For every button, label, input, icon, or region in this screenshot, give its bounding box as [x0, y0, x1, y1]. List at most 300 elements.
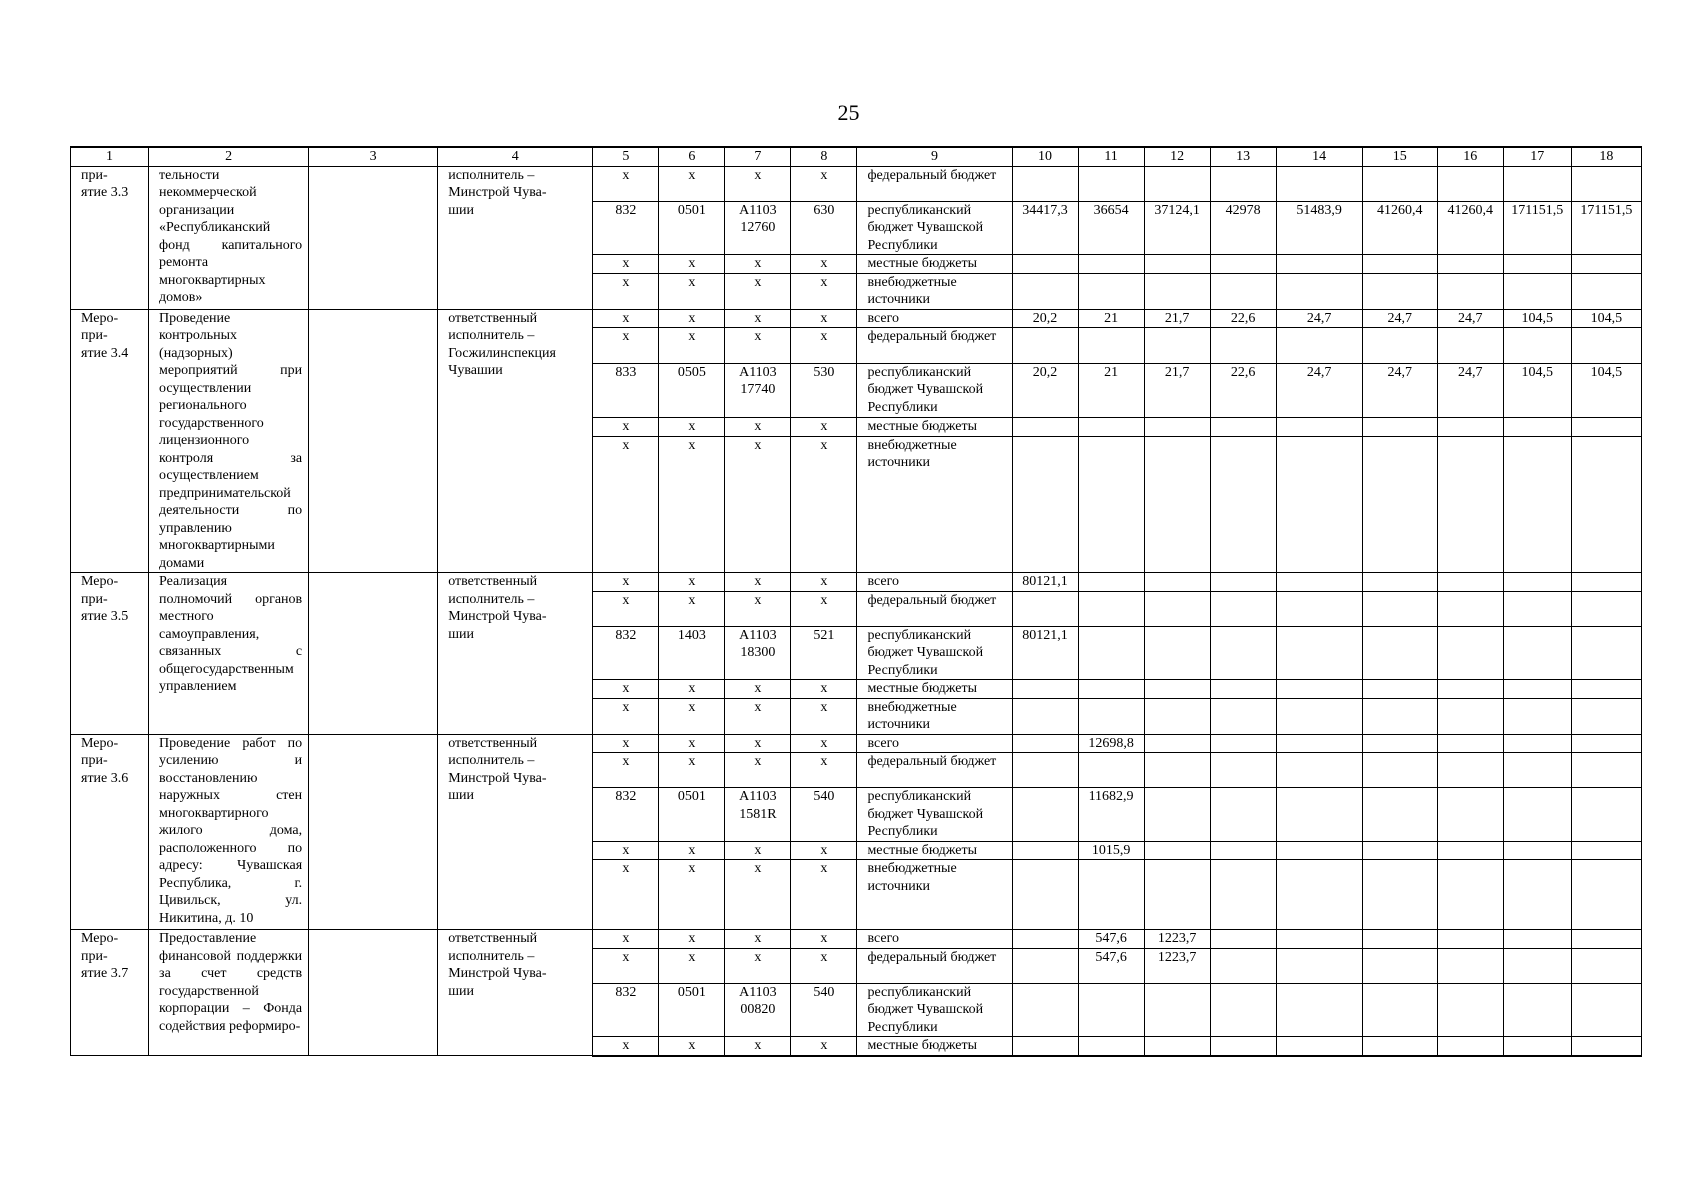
- column-header: 14: [1276, 147, 1362, 166]
- empty-column-3: [309, 734, 438, 930]
- value-cell: [1437, 841, 1503, 860]
- code-column-7: x: [725, 753, 791, 788]
- value-cell: [1571, 983, 1641, 1037]
- value-cell: [1503, 626, 1571, 680]
- code-column-8: x: [791, 436, 857, 572]
- value-cell: [1503, 1037, 1571, 1056]
- value-cell: [1571, 680, 1641, 699]
- code-column-7: x: [725, 841, 791, 860]
- value-cell: [1571, 255, 1641, 274]
- code-column-5: 832: [593, 788, 659, 842]
- code-column-8: x: [791, 698, 857, 734]
- value-cell: 41260,4: [1437, 201, 1503, 255]
- column-header: 15: [1362, 147, 1437, 166]
- funding-source: местные бюджеты: [857, 680, 1012, 699]
- value-cell: [1276, 680, 1362, 699]
- value-cell: 51483,9: [1276, 201, 1362, 255]
- table-row: [71, 309, 1642, 328]
- value-cell: 24,7: [1437, 309, 1503, 328]
- responsible-executor: ответственный исполнитель – Минстрой Чува- шии: [438, 734, 593, 930]
- code-column-7: x: [725, 930, 791, 949]
- value-cell: 1223,7: [1144, 948, 1210, 983]
- value-cell: [1012, 698, 1078, 734]
- value-cell: [1210, 166, 1276, 201]
- value-cell: [1503, 573, 1571, 592]
- code-column-7: x: [725, 948, 791, 983]
- code-column-7: x: [725, 860, 791, 930]
- code-column-6: x: [659, 166, 725, 201]
- code-column-7: А1103 18300: [725, 626, 791, 680]
- activity-number: Меро- при- ятие 3.5: [71, 573, 149, 735]
- responsible-executor: исполнитель – Минстрой Чува- шии: [438, 166, 593, 309]
- page-number: 25: [837, 100, 860, 125]
- value-cell: 24,7: [1276, 363, 1362, 417]
- code-column-5: x: [593, 948, 659, 983]
- value-cell: [1571, 930, 1641, 949]
- value-cell: [1210, 788, 1276, 842]
- value-cell: [1144, 273, 1210, 309]
- value-cell: [1012, 418, 1078, 437]
- empty-column-3: [309, 930, 438, 1056]
- value-cell: 1223,7: [1144, 930, 1210, 949]
- funding-source: республиканский бюджет Чувашской Республики: [857, 363, 1012, 417]
- value-cell: 11682,9: [1078, 788, 1144, 842]
- header-row: [71, 147, 1642, 166]
- value-cell: [1144, 841, 1210, 860]
- value-cell: [1144, 418, 1210, 437]
- responsible-executor: ответственный исполнитель – Минстрой Чува- шии: [438, 573, 593, 735]
- value-cell: [1503, 860, 1571, 930]
- code-column-8: x: [791, 573, 857, 592]
- code-column-7: x: [725, 418, 791, 437]
- column-header: 1: [71, 147, 149, 166]
- funding-source: республиканский бюджет Чувашской Республики: [857, 201, 1012, 255]
- value-cell: [1437, 753, 1503, 788]
- value-cell: [1276, 841, 1362, 860]
- value-cell: [1503, 841, 1571, 860]
- value-cell: [1362, 328, 1437, 364]
- code-column-7: x: [725, 591, 791, 626]
- value-cell: 104,5: [1503, 363, 1571, 417]
- code-column-8: x: [791, 166, 857, 201]
- code-column-7: А1103 12760: [725, 201, 791, 255]
- value-cell: [1012, 930, 1078, 949]
- value-cell: [1503, 436, 1571, 572]
- empty-column-3: [309, 309, 438, 573]
- value-cell: [1144, 753, 1210, 788]
- value-cell: [1503, 930, 1571, 949]
- code-column-6: 1403: [659, 626, 725, 680]
- funding-source: всего: [857, 573, 1012, 592]
- value-cell: [1210, 930, 1276, 949]
- value-cell: [1078, 436, 1144, 572]
- code-column-5: x: [593, 680, 659, 699]
- value-cell: [1210, 698, 1276, 734]
- value-cell: 20,2: [1012, 363, 1078, 417]
- value-cell: [1503, 983, 1571, 1037]
- code-column-5: x: [593, 255, 659, 274]
- value-cell: [1437, 948, 1503, 983]
- funding-source: федеральный бюджет: [857, 753, 1012, 788]
- value-cell: 24,7: [1276, 309, 1362, 328]
- value-cell: 21,7: [1144, 309, 1210, 328]
- value-cell: [1437, 273, 1503, 309]
- empty-column-3: [309, 166, 438, 309]
- funding-source: республиканский бюджет Чувашской Республики: [857, 983, 1012, 1037]
- value-cell: [1078, 418, 1144, 437]
- code-column-7: x: [725, 166, 791, 201]
- value-cell: [1362, 418, 1437, 437]
- activity-number: Меро- при- ятие 3.4: [71, 309, 149, 573]
- value-cell: [1144, 860, 1210, 930]
- funding-source: федеральный бюджет: [857, 328, 1012, 364]
- value-cell: [1276, 930, 1362, 949]
- value-cell: [1437, 1037, 1503, 1056]
- value-cell: [1503, 166, 1571, 201]
- code-column-7: x: [725, 680, 791, 699]
- value-cell: [1210, 591, 1276, 626]
- column-header: 16: [1437, 147, 1503, 166]
- funding-source: федеральный бюджет: [857, 166, 1012, 201]
- value-cell: [1503, 753, 1571, 788]
- code-column-5: x: [593, 166, 659, 201]
- code-column-5: x: [593, 418, 659, 437]
- value-cell: [1437, 983, 1503, 1037]
- funding-source: республиканский бюджет Чувашской Республики: [857, 626, 1012, 680]
- value-cell: [1276, 273, 1362, 309]
- value-cell: 21: [1078, 309, 1144, 328]
- value-cell: [1276, 626, 1362, 680]
- value-cell: 547,6: [1078, 930, 1144, 949]
- value-cell: [1144, 734, 1210, 753]
- value-cell: 37124,1: [1144, 201, 1210, 255]
- value-cell: [1362, 860, 1437, 930]
- column-header: 6: [659, 147, 725, 166]
- value-cell: [1503, 418, 1571, 437]
- activity-name: Проведение работ по усилению и восстановлению наружных стен многоквартирного жилого дома, расположенного по адресу: Чувашская Республика, г. Цивильск, ул. Никитина, д. 10: [149, 734, 309, 930]
- code-column-8: x: [791, 1037, 857, 1056]
- code-column-8: x: [791, 680, 857, 699]
- value-cell: [1437, 788, 1503, 842]
- code-column-5: 833: [593, 363, 659, 417]
- value-cell: [1362, 734, 1437, 753]
- code-column-7: А1103 1581R: [725, 788, 791, 842]
- value-cell: [1437, 328, 1503, 364]
- value-cell: [1078, 626, 1144, 680]
- value-cell: 20,2: [1012, 309, 1078, 328]
- code-column-6: x: [659, 753, 725, 788]
- value-cell: [1210, 418, 1276, 437]
- code-column-7: x: [725, 573, 791, 592]
- value-cell: [1503, 328, 1571, 364]
- value-cell: [1437, 418, 1503, 437]
- column-header: 8: [791, 147, 857, 166]
- value-cell: [1210, 328, 1276, 364]
- value-cell: [1210, 860, 1276, 930]
- activity-name: Предоставление финансовой поддержки за счет средств государственной корпорации – Фонда содействия реформиро-: [149, 930, 309, 1056]
- value-cell: 80121,1: [1012, 573, 1078, 592]
- value-cell: [1210, 753, 1276, 788]
- value-cell: [1012, 788, 1078, 842]
- value-cell: [1437, 626, 1503, 680]
- value-cell: 80121,1: [1012, 626, 1078, 680]
- activity-number: Меро- при- ятие 3.6: [71, 734, 149, 930]
- value-cell: [1210, 436, 1276, 572]
- value-cell: [1362, 166, 1437, 201]
- column-header: 18: [1571, 147, 1641, 166]
- value-cell: [1276, 436, 1362, 572]
- code-column-5: x: [593, 273, 659, 309]
- value-cell: [1012, 591, 1078, 626]
- value-cell: [1437, 255, 1503, 274]
- column-header: 5: [593, 147, 659, 166]
- code-column-8: x: [791, 273, 857, 309]
- table-row: [71, 573, 1642, 592]
- value-cell: [1362, 1037, 1437, 1056]
- value-cell: [1210, 626, 1276, 680]
- column-header: 4: [438, 147, 593, 166]
- value-cell: [1012, 841, 1078, 860]
- code-column-8: x: [791, 734, 857, 753]
- value-cell: [1571, 948, 1641, 983]
- value-cell: [1144, 328, 1210, 364]
- code-column-5: x: [593, 860, 659, 930]
- code-column-6: x: [659, 273, 725, 309]
- value-cell: [1571, 328, 1641, 364]
- value-cell: [1437, 734, 1503, 753]
- code-column-5: x: [593, 309, 659, 328]
- code-column-8: x: [791, 860, 857, 930]
- code-column-8: 540: [791, 788, 857, 842]
- value-cell: 34417,3: [1012, 201, 1078, 255]
- value-cell: [1362, 255, 1437, 274]
- value-cell: [1210, 573, 1276, 592]
- value-cell: 1015,9: [1078, 841, 1144, 860]
- empty-column-3: [309, 573, 438, 735]
- code-column-5: x: [593, 841, 659, 860]
- value-cell: [1276, 255, 1362, 274]
- value-cell: [1276, 788, 1362, 842]
- code-column-8: x: [791, 418, 857, 437]
- code-column-7: x: [725, 255, 791, 274]
- column-header: 2: [149, 147, 309, 166]
- code-column-8: 540: [791, 983, 857, 1037]
- value-cell: [1144, 1037, 1210, 1056]
- activity-name: Реализация полномочий органов местного самоуправления, связанных с общегосударственным управлением: [149, 573, 309, 735]
- value-cell: [1276, 1037, 1362, 1056]
- code-column-8: 521: [791, 626, 857, 680]
- code-column-6: 0501: [659, 201, 725, 255]
- value-cell: 22,6: [1210, 309, 1276, 328]
- code-column-7: x: [725, 436, 791, 572]
- value-cell: [1571, 860, 1641, 930]
- value-cell: [1276, 573, 1362, 592]
- code-column-8: x: [791, 255, 857, 274]
- value-cell: 22,6: [1210, 363, 1276, 417]
- table-row: [71, 734, 1642, 753]
- value-cell: [1503, 591, 1571, 626]
- value-cell: [1571, 1037, 1641, 1056]
- value-cell: [1144, 698, 1210, 734]
- code-column-7: x: [725, 1037, 791, 1056]
- value-cell: [1210, 1037, 1276, 1056]
- value-cell: [1276, 948, 1362, 983]
- code-column-6: x: [659, 255, 725, 274]
- value-cell: [1503, 680, 1571, 699]
- code-column-5: x: [593, 698, 659, 734]
- value-cell: [1012, 680, 1078, 699]
- code-column-8: x: [791, 753, 857, 788]
- code-column-6: 0505: [659, 363, 725, 417]
- value-cell: [1276, 983, 1362, 1037]
- column-header: 7: [725, 147, 791, 166]
- value-cell: [1210, 841, 1276, 860]
- value-cell: [1012, 328, 1078, 364]
- value-cell: [1503, 273, 1571, 309]
- code-column-5: x: [593, 573, 659, 592]
- value-cell: [1078, 753, 1144, 788]
- value-cell: [1503, 734, 1571, 753]
- code-column-6: 0501: [659, 788, 725, 842]
- value-cell: 24,7: [1437, 363, 1503, 417]
- column-header: 10: [1012, 147, 1078, 166]
- funding-source: местные бюджеты: [857, 841, 1012, 860]
- value-cell: [1437, 436, 1503, 572]
- value-cell: [1078, 273, 1144, 309]
- code-column-5: x: [593, 734, 659, 753]
- column-header: 12: [1144, 147, 1210, 166]
- value-cell: [1362, 930, 1437, 949]
- value-cell: [1571, 591, 1641, 626]
- funding-source: местные бюджеты: [857, 418, 1012, 437]
- code-column-7: x: [725, 309, 791, 328]
- code-column-6: x: [659, 328, 725, 364]
- value-cell: [1276, 860, 1362, 930]
- code-column-6: x: [659, 948, 725, 983]
- value-cell: [1012, 255, 1078, 274]
- value-cell: [1571, 573, 1641, 592]
- code-column-8: x: [791, 328, 857, 364]
- activity-name: Проведение контрольных (надзорных) мероприятий при осуществлении регионального государственного лицензионного контроля за осуществлением предпринимательской деятельности по управлению многоквартирными домами: [149, 309, 309, 573]
- value-cell: [1437, 860, 1503, 930]
- column-header: 17: [1503, 147, 1571, 166]
- value-cell: [1144, 983, 1210, 1037]
- code-column-6: x: [659, 734, 725, 753]
- funding-source: всего: [857, 309, 1012, 328]
- value-cell: [1571, 698, 1641, 734]
- funding-source: федеральный бюджет: [857, 948, 1012, 983]
- value-cell: [1362, 573, 1437, 592]
- funding-source: внебюджетные источники: [857, 436, 1012, 572]
- funding-source: местные бюджеты: [857, 255, 1012, 274]
- table-row: [71, 930, 1642, 949]
- responsible-executor: ответственный исполнитель – Госжилинспекция Чувашии: [438, 309, 593, 573]
- value-cell: [1012, 860, 1078, 930]
- code-column-8: 530: [791, 363, 857, 417]
- value-cell: [1437, 591, 1503, 626]
- column-header: 9: [857, 147, 1012, 166]
- activity-name: тельности некоммерческой организации «Республиканский фонд капитального ремонта многоквартирных домов»: [149, 166, 309, 309]
- value-cell: [1144, 255, 1210, 274]
- code-column-5: x: [593, 930, 659, 949]
- value-cell: [1362, 841, 1437, 860]
- budget-table: [70, 146, 1642, 1057]
- funding-source: всего: [857, 734, 1012, 753]
- value-cell: [1571, 166, 1641, 201]
- funding-source: федеральный бюджет: [857, 591, 1012, 626]
- value-cell: [1144, 436, 1210, 572]
- code-column-8: x: [791, 841, 857, 860]
- value-cell: [1362, 948, 1437, 983]
- value-cell: [1276, 753, 1362, 788]
- value-cell: [1078, 1037, 1144, 1056]
- funding-source: внебюджетные источники: [857, 698, 1012, 734]
- value-cell: [1571, 788, 1641, 842]
- value-cell: [1144, 166, 1210, 201]
- value-cell: [1210, 734, 1276, 753]
- funding-source: всего: [857, 930, 1012, 949]
- code-column-6: x: [659, 436, 725, 572]
- code-column-6: x: [659, 1037, 725, 1056]
- value-cell: 21: [1078, 363, 1144, 417]
- code-column-5: x: [593, 328, 659, 364]
- code-column-6: x: [659, 309, 725, 328]
- value-cell: [1437, 573, 1503, 592]
- value-cell: 104,5: [1503, 309, 1571, 328]
- value-cell: [1571, 418, 1641, 437]
- code-column-7: А1103 00820: [725, 983, 791, 1037]
- value-cell: [1012, 983, 1078, 1037]
- value-cell: [1571, 734, 1641, 753]
- code-column-6: x: [659, 860, 725, 930]
- value-cell: [1012, 734, 1078, 753]
- value-cell: [1078, 166, 1144, 201]
- value-cell: [1437, 166, 1503, 201]
- responsible-executor: ответственный исполнитель – Минстрой Чува- шии: [438, 930, 593, 1056]
- value-cell: [1078, 680, 1144, 699]
- value-cell: [1503, 788, 1571, 842]
- value-cell: [1144, 788, 1210, 842]
- value-cell: [1276, 166, 1362, 201]
- value-cell: 12698,8: [1078, 734, 1144, 753]
- value-cell: [1362, 983, 1437, 1037]
- code-column-7: x: [725, 734, 791, 753]
- value-cell: 104,5: [1571, 309, 1641, 328]
- value-cell: [1362, 698, 1437, 734]
- funding-source: республиканский бюджет Чувашской Республики: [857, 788, 1012, 842]
- value-cell: [1012, 436, 1078, 572]
- code-column-5: 832: [593, 626, 659, 680]
- value-cell: [1571, 626, 1641, 680]
- code-column-7: А1103 17740: [725, 363, 791, 417]
- value-cell: 41260,4: [1362, 201, 1437, 255]
- value-cell: [1078, 573, 1144, 592]
- value-cell: [1571, 753, 1641, 788]
- code-column-6: x: [659, 680, 725, 699]
- activity-number: Меро- при- ятие 3.7: [71, 930, 149, 1056]
- value-cell: [1503, 948, 1571, 983]
- code-column-5: 832: [593, 983, 659, 1037]
- value-cell: 24,7: [1362, 309, 1437, 328]
- value-cell: [1362, 273, 1437, 309]
- value-cell: [1362, 680, 1437, 699]
- value-cell: [1571, 273, 1641, 309]
- code-column-6: x: [659, 698, 725, 734]
- value-cell: [1144, 573, 1210, 592]
- value-cell: [1144, 680, 1210, 699]
- value-cell: [1012, 753, 1078, 788]
- code-column-6: 0501: [659, 983, 725, 1037]
